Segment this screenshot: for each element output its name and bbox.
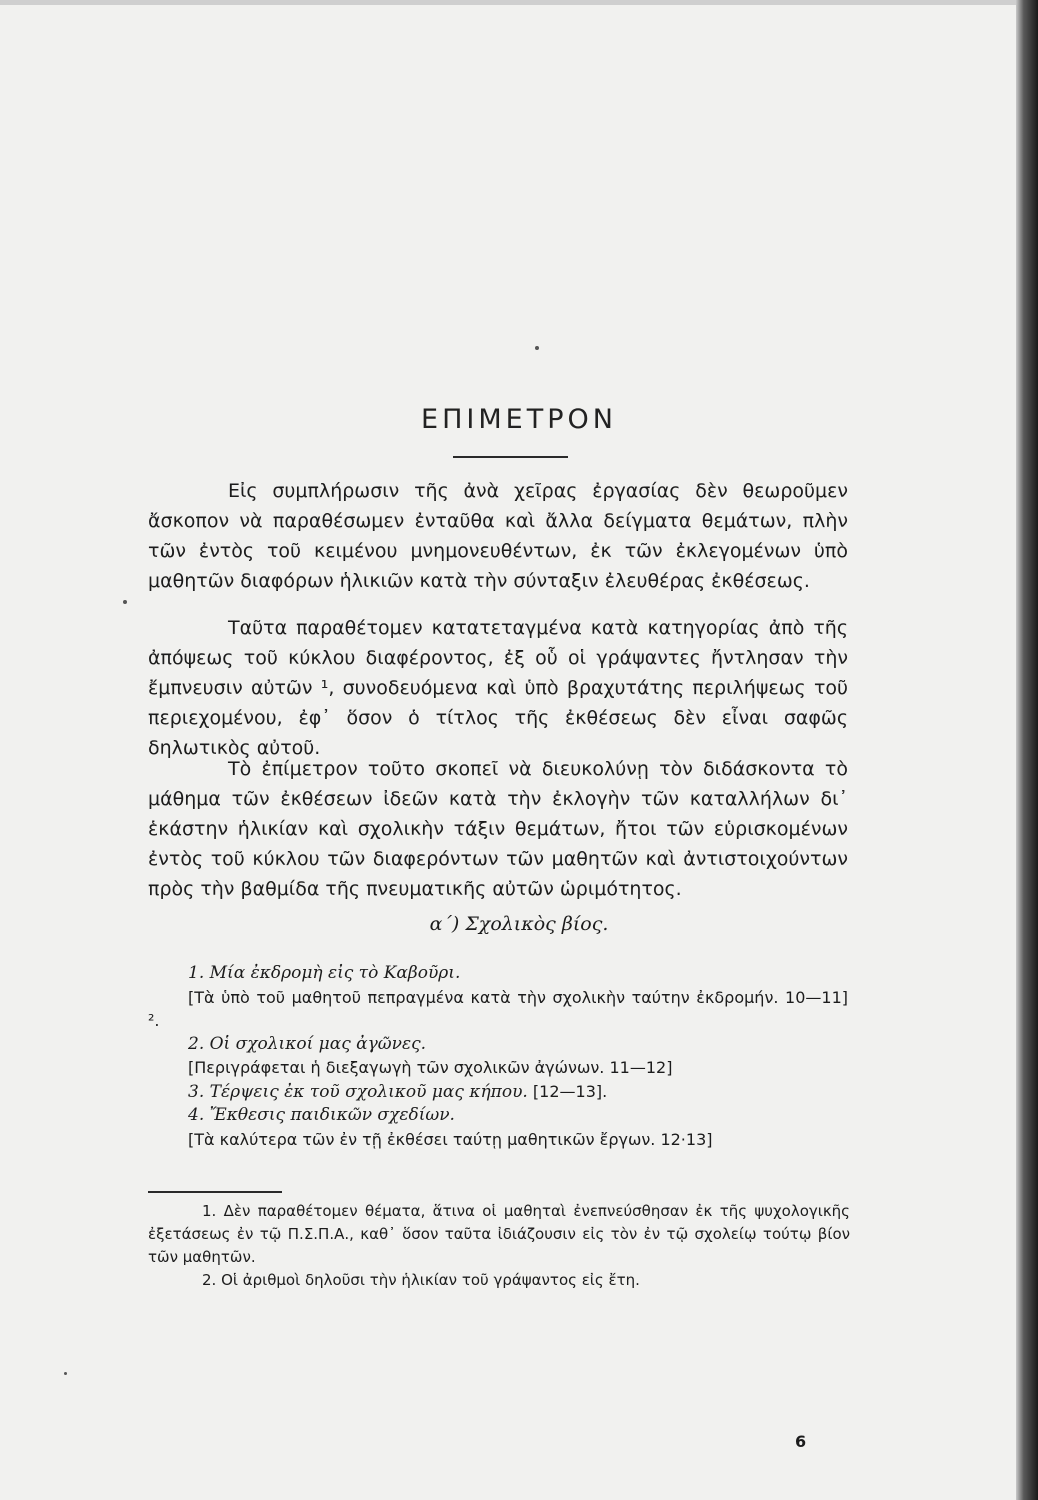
item-description: [Τὰ καλύτερα τῶν ἐν τῇ ἐκθέσει ταύτῃ μαθητικῶν ἔργων. 12·13] — [188, 1129, 713, 1149]
item-title: 2. Οἱ σχολικοί μας ἀγῶνες. — [188, 1033, 426, 1054]
dust-speck — [64, 1372, 67, 1375]
list-item — [148, 1104, 848, 1151]
topic-list — [148, 962, 848, 1151]
dust-speck — [123, 600, 127, 604]
footnote-divider — [148, 1191, 282, 1193]
page-top-edge — [0, 0, 1038, 5]
paragraph-text: Τὸ ἐπίμετρον τοῦτο σκοπεῖ νὰ διευκολύνῃ τὸν διδάσκοντα τὸ μάθημα τῶν ἐκθέσεων ἰδεῶν κατὰ τὴν ἐκλογὴν τῶν καταλλήλων δι᾽ ἑκάστην ἡλικίαν καὶ σχολικὴν τάξιν θεμάτων, ἤτοι τῶν εὑρισκομένων ἐντὸς τοῦ κύκλου τῶν διαφερόντων τῶν μαθητῶν καὶ ἀντιστοιχούντων πρὸς τὴν βαθμίδα τῆς πνευματικῆς αὐτῶν ὡριμότητος. — [148, 758, 848, 900]
list-item — [148, 1033, 848, 1080]
paragraph-text: Ταῦτα παραθέτομεν κατατεταγμένα κατὰ κατηγορίας ἀπὸ τῆς ἀπόψεως τοῦ κύκλου διαφέροντος, ἐξ οὗ οἱ γράψαντες ἤντλησαν τὴν ἔμπνευσιν αὐτῶν ¹, συνοδευόμενα καὶ ὑπὸ βραχυτάτης περιλήψεως τοῦ περιεχομένου, ἐφ᾽ ὅσον ὁ τίτλος τῆς ἐκθέσεως δὲν εἶναι σαφῶς δηλωτικὸς αὐτοῦ. — [148, 617, 848, 759]
item-description: [Τὰ ὑπὸ τοῦ μαθητοῦ πεπραγμένα κατὰ τὴν σχολικὴν ταύτην ἐκδρομήν. 10—11] ². — [148, 987, 848, 1030]
list-item — [148, 1080, 848, 1105]
item-description: [12—13]. — [532, 1081, 608, 1101]
paragraph-text: Εἰς συμπλήρωσιν τῆς ἀνὰ χεῖρας ἐργασίας δὲν θεωροῦμεν ἄσκοπον νὰ παραθέσωμεν ἐνταῦθα καὶ ἄλλα δείγματα θεμάτων, πλὴν τῶν ἐντὸς τοῦ κειμένου μνημονευθέντων, ἐκ τῶν ἐκλεγομένων ὑπὸ μαθητῶν διαφόρων ἡλικιῶν κατὰ τὴν σύνταξιν ἐλευθέρας ἐκθέσεως. — [148, 480, 848, 592]
paragraph-3 — [148, 754, 848, 904]
paragraph-2 — [148, 613, 848, 763]
page-title: ΕΠΙΜΕΤΡΟΝ — [421, 404, 617, 435]
page-number: 6 — [795, 1432, 807, 1451]
section-heading: α΄) Σχολικὸς βίος. — [429, 913, 609, 935]
paragraph-1 — [148, 476, 848, 596]
list-item — [148, 962, 848, 1033]
footnote-1: 1. Δὲν παραθέτομεν θέματα, ἅτινα οἱ μαθηταὶ ἐνεπνεύσθησαν ἐκ τῆς ψυχολογικῆς ἐξετάσεως ἐν τῷ Π.Σ.Π.Α., καθ᾽ ὅσον ταῦτα ἰδιάζουσιν εἰς τὸν ἐν τῷ σχολείῳ τούτῳ βίον τῶν μαθητῶν. — [148, 1202, 850, 1266]
item-title: 1. Μία ἐκδρομὴ εἰς τὸ Καβοῦρι. — [188, 963, 461, 983]
item-description: [Περιγράφεται ἡ διεξαγωγὴ τῶν σχολικῶν ἀγώνων. 11—12] — [188, 1058, 673, 1077]
dust-speck — [535, 346, 539, 350]
item-title: 4. Ἔκθεσις παιδικῶν σχεδίων. — [188, 1105, 455, 1125]
title-divider — [453, 456, 568, 458]
footnotes — [148, 1200, 850, 1292]
footnote-2: 2. Οἱ ἀριθμοὶ δηλοῦσι τὴν ἡλικίαν τοῦ γράψαντος εἰς ἔτη. — [202, 1271, 640, 1289]
item-title: 3. Τέρψεις ἐκ τοῦ σχολικοῦ μας κήπου. — [188, 1081, 528, 1102]
page-binding-edge — [1016, 0, 1038, 1500]
